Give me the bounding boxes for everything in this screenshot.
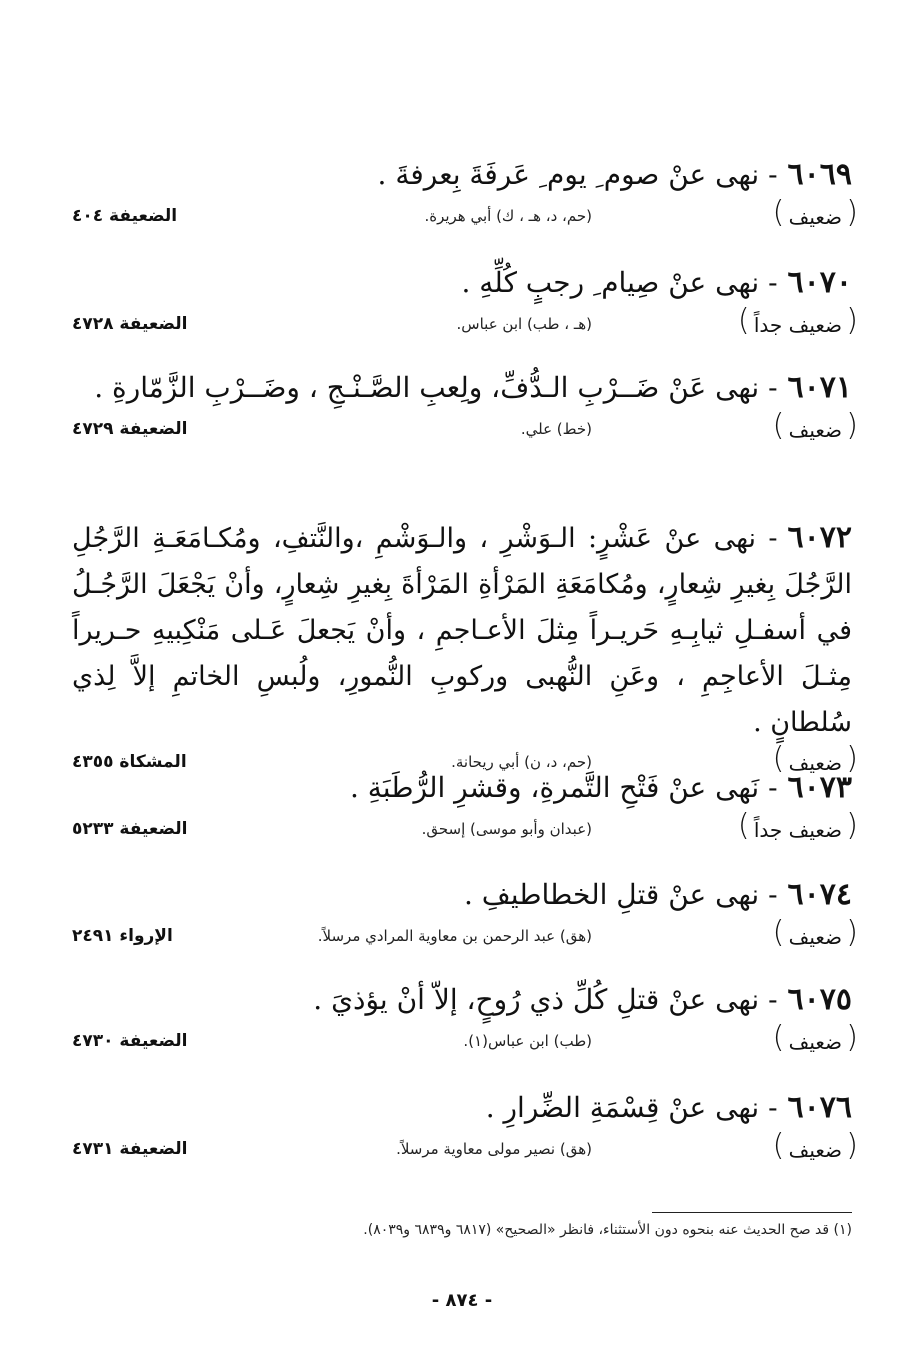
hadith-entry-6076 — [72, 1083, 852, 1173]
hadith-entry-6074 — [72, 870, 852, 960]
source-citation: (طب) ابن عباس(١). — [463, 1032, 592, 1050]
hadith-text: ٦٠٧٣- نَهى عنْ فَتْحِ التَّمرةِ، وقشرِ الرُّطَبَةِ . — [349, 770, 852, 805]
source-citation: (خط) علي. — [520, 420, 592, 438]
source-citation: (حم، د، ن) أبي ريحانة. — [451, 753, 592, 771]
grade-row — [72, 813, 852, 853]
hadith-text: ٦٠٧٥- نهى عنْ قتلِ كُلِّ ذي رُوحٍ، إلاّ أنْ يؤذيَ . — [313, 982, 852, 1017]
reference-citation: الضعيفة ٤٧٢٨ — [72, 314, 188, 334]
reference-citation: المشكاة ٤٣٥٥ — [72, 752, 187, 772]
reference-citation: الضعيفة ٥٢٣٣ — [72, 819, 188, 839]
hadith-text: ٦٠٧١- نهى عَنْ ضَــرْبِ الـدُّفِّ، ولِعبِ الصَّـنْـجِ ، وضَــرْبِ الزَّمّارةِ . — [94, 370, 852, 405]
hadith-text: ٦٠٧٢- نهى عنْ عَشْرٍ: الـوَشْرِ ، والـوَشْمِ ،والنَّتفِ، ومُكـامَعَـةِ الرَّجُلِ الرَّجُلَ بِغيرِ شِعارٍ، ومُكامَعَةِ المَرْأةِ المَرْأةَ بِغيرِ شِعارٍ، وأنْ يَجْعَلَ الرَّجُـلُ في أسفـلِ ثيابِـهِ حَريـراً مِثلَ الأعـاجمِ ، وأنْ يَجعلَ عَـلى مَنْكِبيهِ حـريراً مِثـلَ الأعاجِمِ ، وعَنِ النُّهبى وركوبِ النُّمورِ، ولُبسِ الخاتمِ إلاَّ لِذي سُلطانٍ . — [72, 520, 852, 738]
hadith-text: ٦٠٧٤- نهى عنْ قتلِ الخطاطيفِ . — [463, 877, 852, 912]
source-citation: (هق) نصير مولى معاوية مرسلاً. — [396, 1140, 592, 1158]
grade-label: ( ضعيف ) — [779, 1025, 852, 1059]
hadith-text: ٦٠٧٠- نهى عنْ صِيام ِ رجبٍ كُلِّهِ . — [461, 265, 852, 300]
grade-label: ( ضعيف ) — [779, 1133, 852, 1167]
hadith-entry-6075 — [72, 975, 852, 1065]
hadith-number: ٦٠٧٥ — [787, 982, 852, 1017]
grade-label: ( ضعيف ) — [779, 413, 852, 447]
reference-citation: الضعيفة ٤٧٣١ — [72, 1139, 188, 1159]
page-number: - ٨٧٤ - — [431, 1290, 493, 1311]
grade-row — [72, 1025, 852, 1065]
source-citation: (هق) عبد الرحمن بن معاوية المرادي مرسلاً. — [317, 927, 592, 945]
hadith-entry-6073 — [72, 763, 852, 853]
reference-citation: الضعيفة ٤٠٤ — [72, 206, 178, 226]
footnote: (١) قد صح الحديث عنه بنحوه دون الأستثناء، فانظر «الصحيح» (٦٨١٧ و٦٨٣٩ و٨٠٣٩). — [363, 1222, 852, 1238]
hadith-number: ٦٠٧١ — [787, 370, 852, 405]
hadith-entry-6072 — [72, 515, 852, 786]
hadith-text: ٦٠٧٦- نهى عنْ قِسْمَةِ الضِّرارِ . — [485, 1090, 852, 1125]
hadith-number: ٦٠٦٩ — [787, 157, 852, 192]
grade-label: ( ضعيف ) — [779, 200, 852, 234]
hadith-number: ٦٠٧٦ — [787, 1090, 852, 1125]
source-citation: (حم، د، هـ ، ك) أبي هريرة. — [424, 207, 592, 225]
grade-label: ( ضعيف ) — [779, 746, 852, 780]
footnote-divider — [652, 1212, 852, 1213]
grade-row — [72, 200, 852, 240]
grade-row — [72, 413, 852, 453]
reference-citation: الإرواء ٢٤٩١ — [72, 926, 173, 946]
grade-row — [72, 308, 852, 348]
hadith-number: ٦٠٧٢ — [787, 520, 852, 555]
hadith-number: ٦٠٧٣ — [787, 770, 852, 805]
grade-row — [72, 920, 852, 960]
hadith-entry-6070 — [72, 258, 852, 348]
hadith-entry-6069 — [72, 150, 852, 240]
source-citation: (عبدان وأبو موسى) إسحق. — [421, 820, 592, 838]
reference-citation: الضعيفة ٤٧٣٠ — [72, 1031, 188, 1051]
hadith-number: ٦٠٧٠ — [787, 265, 852, 300]
hadith-number: ٦٠٧٤ — [787, 877, 852, 912]
grade-row — [72, 1133, 852, 1173]
reference-citation: الضعيفة ٤٧٢٩ — [72, 419, 188, 439]
source-citation: (هـ ، طب) ابن عباس. — [456, 315, 592, 333]
grade-label: ( ضعيف جداً ) — [744, 308, 852, 342]
grade-label: ( ضعيف جداً ) — [744, 813, 852, 847]
grade-label: ( ضعيف ) — [779, 920, 852, 954]
hadith-entry-6071 — [72, 363, 852, 453]
hadith-text: ٦٠٦٩- نهى عنْ صوم ِ يوم ِ عَرفَةَ بِعرفةَ . — [377, 157, 852, 192]
